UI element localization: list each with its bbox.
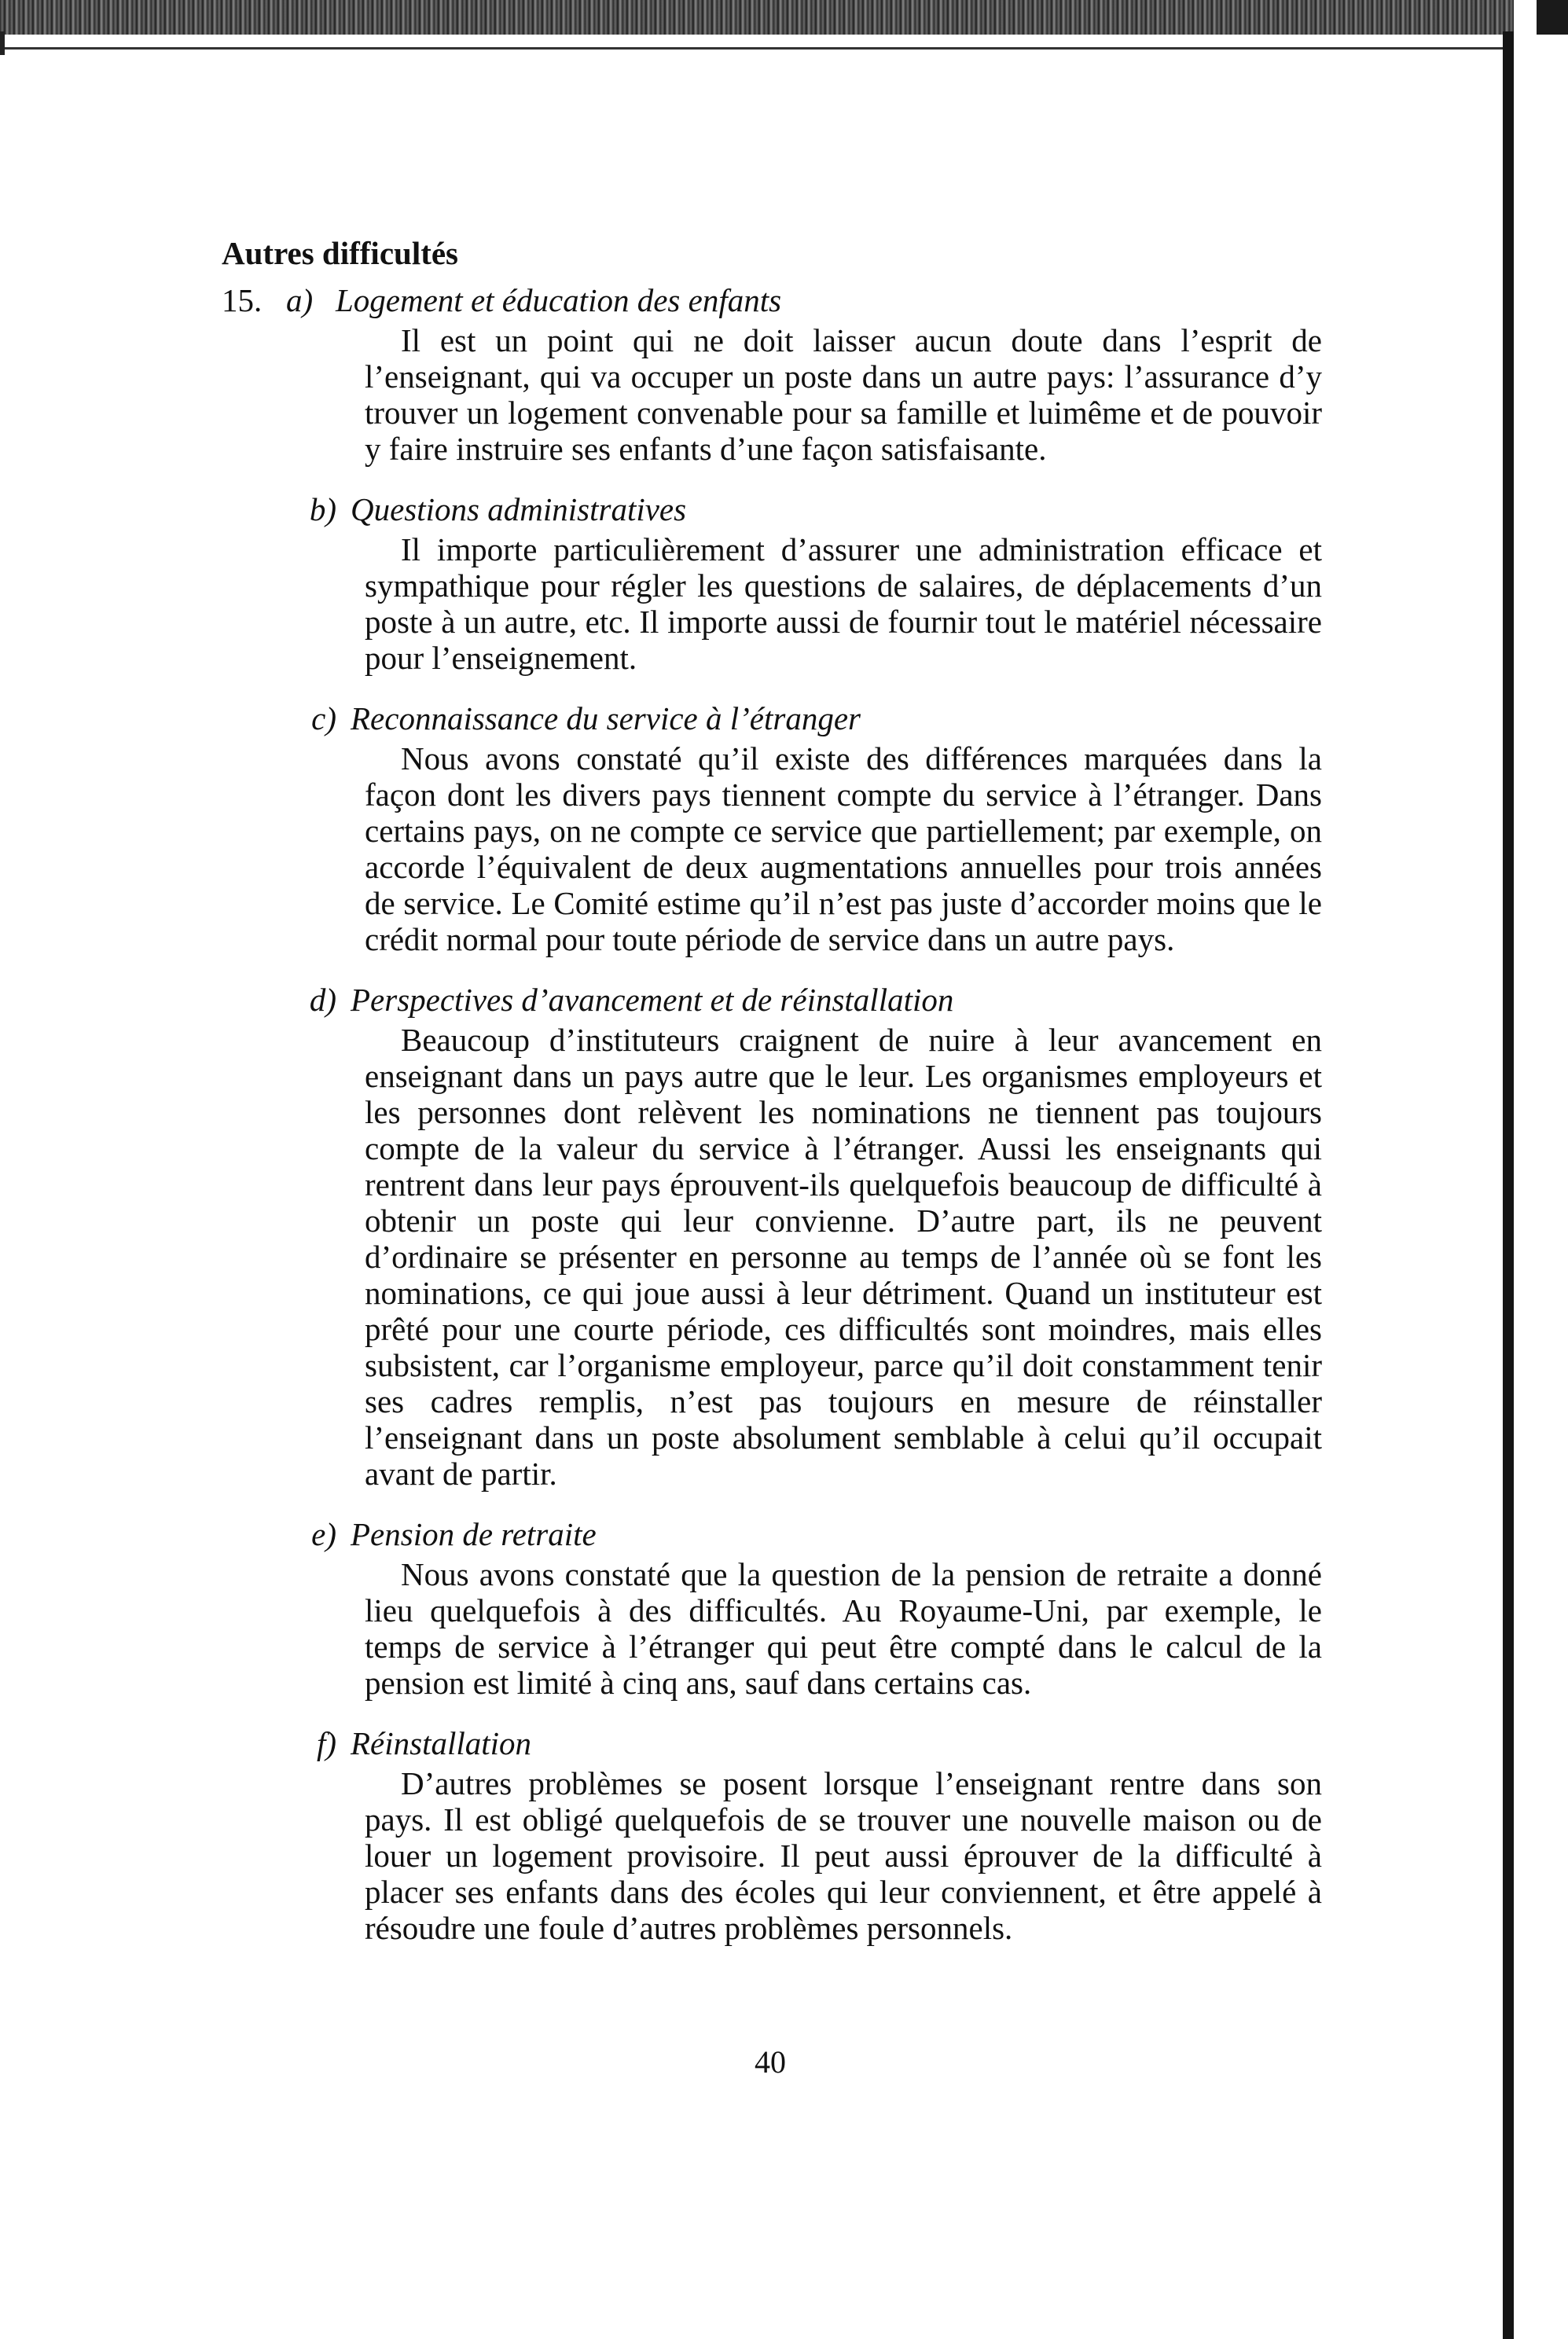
section-letter: e) (311, 1516, 336, 1552)
section-title (222, 281, 1322, 319)
section-title (222, 1724, 1322, 1762)
section-d (222, 981, 1322, 1492)
section-heading: Autres difficultés (222, 235, 459, 271)
section-letter: a) (286, 282, 314, 318)
section-title (222, 699, 1322, 737)
scan-top-border (0, 0, 1568, 35)
section-title-text: Logement et éducation des enfants (336, 282, 782, 318)
section-body: Il est un point qui ne doit laisser aucun doute dans l’esprit de l’enseignant, qui va occuper un poste dans un autre pays: l’assurance d’y trouver un logement convenable pour sa famille et luimême et de pouvoir y faire instruire ses enfants d’une façon satisfaisante. (365, 322, 1322, 467)
section-a (222, 281, 1322, 467)
page-content (222, 234, 1322, 1970)
scan-right-border (1503, 31, 1514, 2339)
section-body: Il importe particulièrement d’assurer une administration efficace et sympathique pour régler les questions de salaires, de déplacements d’un poste à un autre, etc. Il importe aussi de fournir tout le matériel nécessaire pour l’enseignement. (365, 531, 1322, 676)
section-number: 15. (222, 282, 263, 318)
section-letter: d) (309, 982, 336, 1018)
section-letter: c) (311, 700, 336, 736)
scan-top-left-mark (0, 31, 5, 55)
scan-right-margin (1514, 0, 1568, 2339)
section-body: Nous avons constaté qu’il existe des différences marquées dans la façon dont les divers pays tiennent compte du service à l’étranger. Dans certains pays, on ne compte ce service que partiellement; par exemple, on accorde l’équivalent de deux augmentations annuelles pour trois années de service. Le Comité estime qu’il n’est pas juste d’accorder moins que le crédit normal pour toute période de service dans un autre pays. (365, 740, 1322, 957)
section-letter: b) (309, 491, 336, 527)
section-body: D’autres problèmes se posent lorsque l’enseignant rentre dans son pays. Il est obligé quelquefois de se trouver une nouvelle maison ou de louer un logement provisoire. Il peut aussi éprouver de la difficulté à placer ses enfants dans des écoles qui leur conviennent, et être appelé à résoudre une foule d’autres problèmes personnels. (365, 1765, 1322, 1946)
section-title-text: Reconnaissance du service à l’étranger (351, 700, 861, 736)
section-title-text: Pension de retraite (351, 1516, 597, 1552)
section-title-text: Perspectives d’avancement et de réinstallation (351, 982, 954, 1018)
section-title-text: Réinstallation (351, 1725, 532, 1761)
section-title (222, 981, 1322, 1019)
section-f (222, 1724, 1322, 1946)
section-body: Nous avons constaté que la question de la pension de retraite a donné lieu quelquefois à des difficultés. Au Royaume-Uni, par exemple, le temps de service à l’étranger qui peut être compté dans le calcul de la pension est limité à cinq ans, sauf dans certains cas. (365, 1556, 1322, 1701)
section-b (222, 490, 1322, 676)
section-title (222, 1515, 1322, 1553)
scan-right-tab (1537, 0, 1568, 35)
section-c (222, 699, 1322, 957)
section-title-text: Questions administratives (351, 491, 687, 527)
section-body: Beaucoup d’instituteurs craignent de nuire à leur avancement en enseignant dans un pays autre que le leur. Les organismes employeurs et les personnes dont relèvent les nominations ne tiennent pas toujours compte de la valeur du service à l’étranger. Aussi les enseignants qui rentrent dans leur pays éprouvent-ils quelquefois beaucoup de difficulté à obtenir un poste qui leur convienne. D’autre part, ils ne peuvent d’ordinaire se présenter en personne au temps de l’année où se font les nominations, ce qui joue aussi à leur détriment. Quand un instituteur est prêté pour une courte période, ces difficultés sont moindres, mais elles subsistent, car l’organisme employeur, parce qu’il doit constamment tenir ses cadres remplis, n’est pas toujours en mesure de réinstaller l’enseignant dans un poste absolument semblable à celui qu’il occupait avant de partir. (365, 1022, 1322, 1492)
section-letter: f) (316, 1725, 336, 1761)
scan-top-line (0, 47, 1517, 50)
section-e (222, 1515, 1322, 1701)
section-title (222, 490, 1322, 528)
page-number: 40 (755, 2044, 786, 2080)
